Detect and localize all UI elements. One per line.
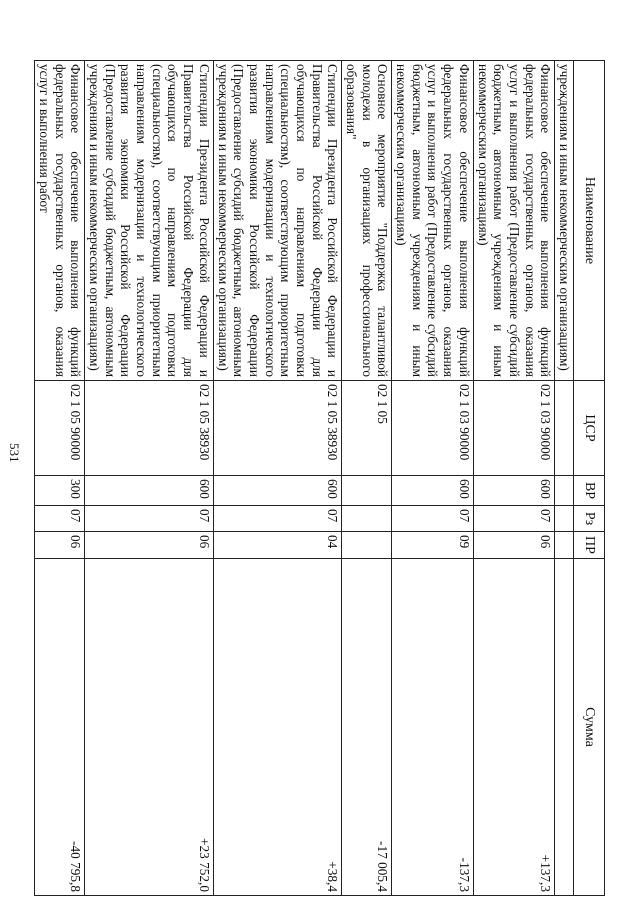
row-csr: 02 1 03 90000 (392, 381, 473, 476)
page-number: 531 (7, 443, 22, 463)
table-header-row (574, 61, 605, 896)
row-sum: -137,3 (392, 559, 473, 896)
header-csr: ЦСР (574, 381, 605, 476)
row-rz (555, 506, 574, 532)
row-rz: 07 (473, 506, 554, 532)
row-name: Финансовое обеспечение выполнения функций федеральных государственных органов, оказания услуг и выполнения работ (Предоставление субсидий бюджетным, автономным учреждениям и иным некоммерческим организациям) (473, 61, 554, 381)
row-sum: -40 795,8 (35, 559, 85, 896)
row-vr (342, 476, 392, 506)
row-rz: 07 (392, 506, 473, 532)
table-row (85, 61, 214, 896)
row-sum: +38,4 (213, 559, 342, 896)
row-csr: 02 1 05 38930 (213, 381, 342, 476)
row-name: учреждениям и иным некоммерческим организациям) (555, 61, 574, 381)
table-row (473, 61, 554, 896)
header-vr: ВР (574, 476, 605, 506)
row-pr: 09 (392, 532, 473, 559)
row-name: Основное мероприятие "Поддержка талантливой молодежи в организациях профессионального образования" (342, 61, 392, 381)
row-name: Финансовое обеспечение выполнения функций федеральных государственных органов, оказания услуг и выполнения работ (Предоставление субсидий бюджетным, автономным учреждениям и иным некоммерческим организациям) (392, 61, 473, 381)
row-rz: 07 (213, 506, 342, 532)
table-row (555, 61, 574, 896)
table-row (35, 61, 85, 896)
row-sum: +137,3 (473, 559, 554, 896)
row-csr: 02 1 05 38930 (85, 381, 214, 476)
row-vr: 300 (35, 476, 85, 506)
row-vr: 600 (213, 476, 342, 506)
row-name: Стипендии Президента Российской Федерации и Правительства Российской Федерации для обучающихся по направлениям подготовки (специальностям), соответствующим приоритетным направлениям модернизации и технологического развития экономики Российской Федерации (Предоставление субсидий бюджетным, автономным учреждениям и иным некоммерческим организациям) (85, 61, 214, 381)
row-rz (342, 506, 392, 532)
row-name: Стипендии Президента Российской Федерации и Правительства Российской Федерации для обучающихся по направлениям подготовки (специальностям), соответствующим приоритетным направлениям модернизации и технологического развития экономики Российской Федерации (Предоставление субсидий бюджетным, автономным учреждениям и иным некоммерческим организациям) (213, 61, 342, 381)
rotated-page-content (37, 60, 605, 895)
header-sum: Сумма (574, 559, 605, 896)
row-pr: 06 (473, 532, 554, 559)
row-pr: 06 (35, 532, 85, 559)
row-rz: 07 (35, 506, 85, 532)
row-pr: 06 (85, 532, 214, 559)
table-row (342, 61, 392, 896)
row-csr: 02 1 03 90000 (473, 381, 554, 476)
row-csr: 02 1 05 (342, 381, 392, 476)
row-csr: 02 1 05 90000 (35, 381, 85, 476)
table-row (213, 61, 342, 896)
row-sum: +23 752,0 (85, 559, 214, 896)
table-row (392, 61, 473, 896)
row-vr: 600 (392, 476, 473, 506)
row-vr (555, 476, 574, 506)
row-sum: -17 005,4 (342, 559, 392, 896)
row-sum (555, 559, 574, 896)
row-pr: 04 (213, 532, 342, 559)
row-vr: 600 (85, 476, 214, 506)
row-pr (555, 532, 574, 559)
row-pr (342, 532, 392, 559)
header-rz: Рз (574, 506, 605, 532)
row-csr (555, 381, 574, 476)
row-name: Финансовое обеспечение выполнения функций федеральных государственных органов, оказания услуг и выполнения работ (35, 61, 85, 381)
budget-table (34, 60, 605, 896)
row-vr: 600 (473, 476, 554, 506)
header-name: Наименование (574, 61, 605, 381)
header-pr: ПР (574, 532, 605, 559)
row-rz: 07 (85, 506, 214, 532)
